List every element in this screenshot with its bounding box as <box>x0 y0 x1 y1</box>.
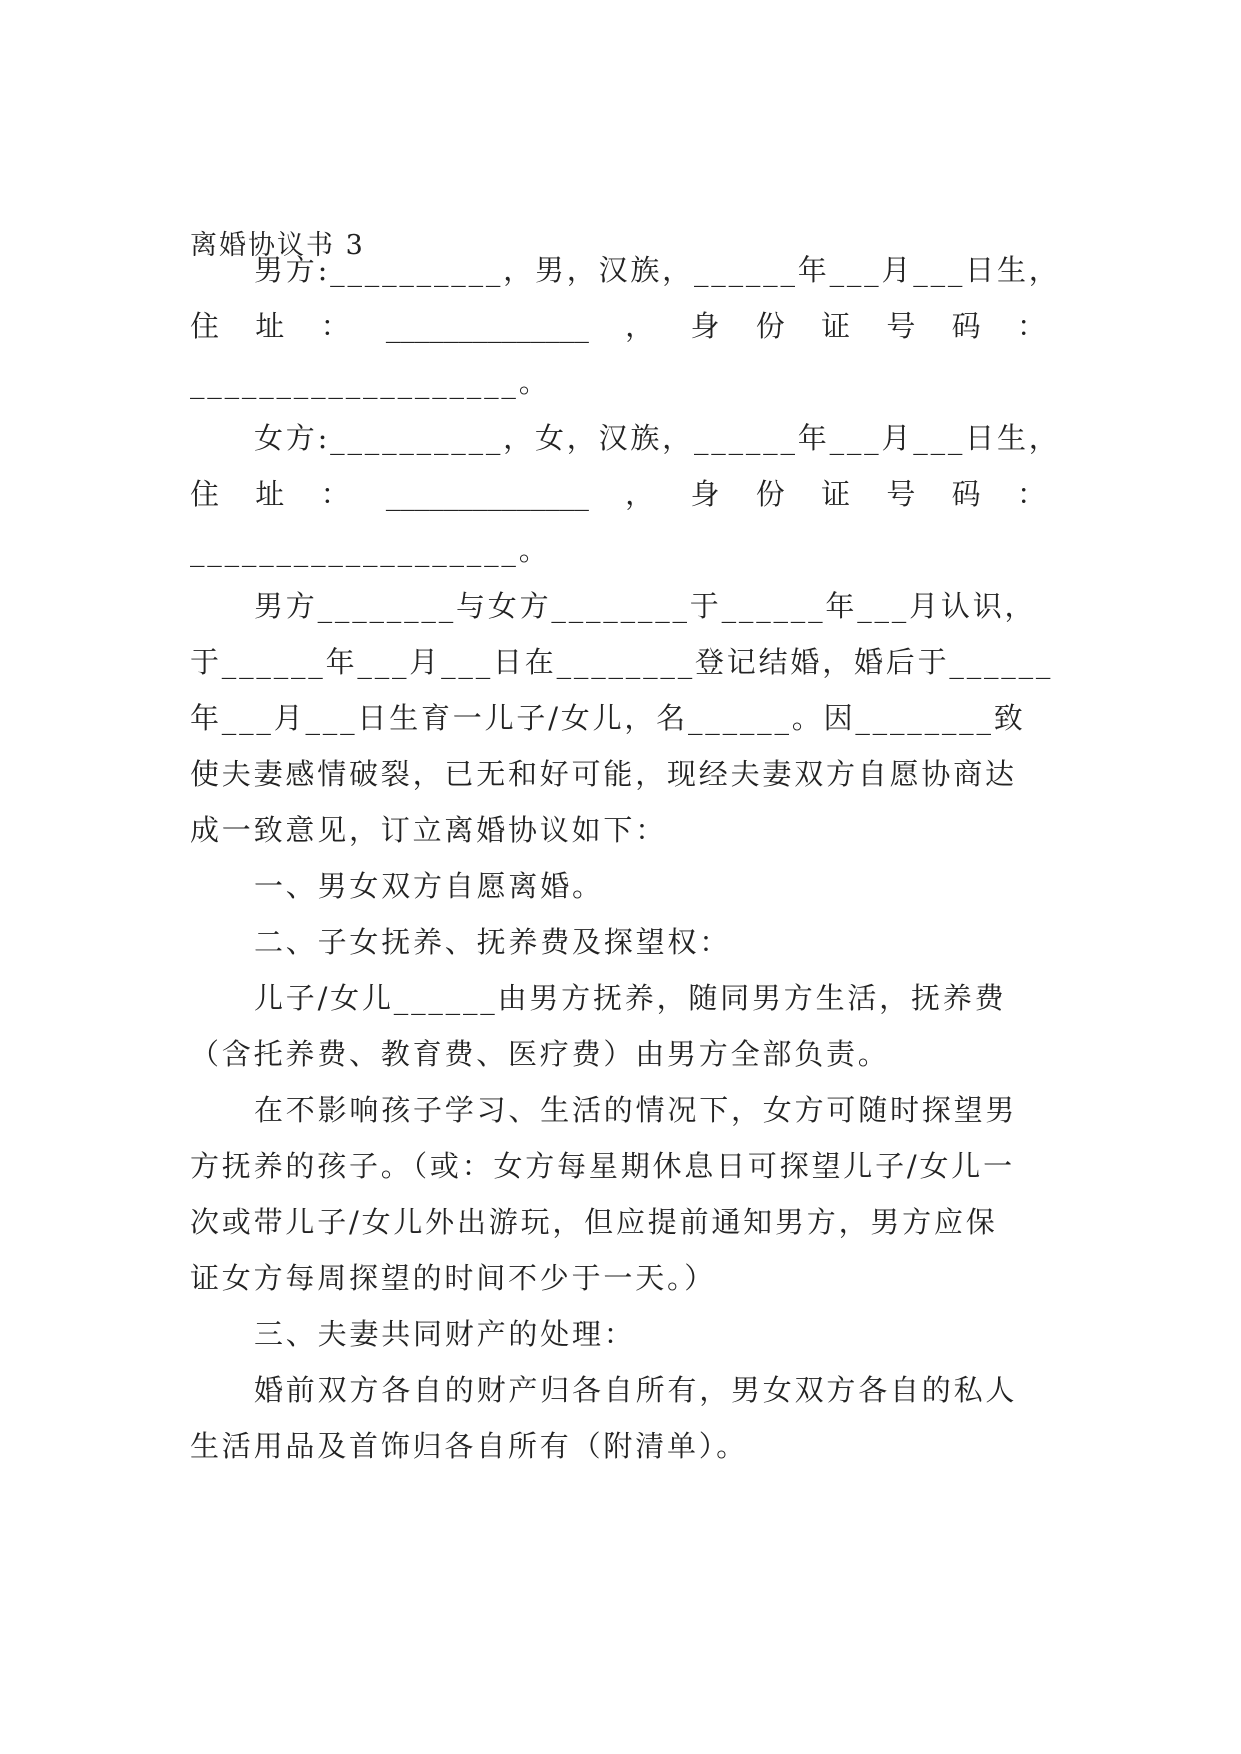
id-label-char: 码 <box>951 309 981 343</box>
paragraph-line: 方抚养的孩子。（或：女方每星期休息日可探望儿子/女儿一 <box>190 1149 1015 1183</box>
clause-heading: 一、男女双方自愿离婚。 <box>254 869 604 903</box>
address-blank: ______________ <box>385 477 589 511</box>
address-colon: ： <box>320 477 350 511</box>
paragraph-line: （含托养费、教育费、医疗费）由男方全部负责。 <box>190 1037 890 1071</box>
id-label-char: 身 <box>690 477 720 511</box>
paragraph-line: 年___月___日生育一儿子/女儿，名______。因________致 <box>190 701 1026 735</box>
document-title: 离婚协议书 3 <box>190 230 365 261</box>
address-label-char: 址 <box>255 309 285 343</box>
paragraph-line: 成一致意见，订立离婚协议如下： <box>190 813 668 847</box>
id-label-char: 证 <box>821 477 851 511</box>
woman-party-line: 女方:__________，女，汉族，______年___月___日生， <box>254 421 1061 455</box>
id-colon: ： <box>1016 309 1046 343</box>
address-label-char: 址 <box>255 477 285 511</box>
id-label-char: 份 <box>755 309 785 343</box>
id-label-char: 号 <box>886 309 916 343</box>
paragraph-line: 证女方每周探望的时间不少于一天。） <box>190 1261 717 1295</box>
paragraph-line: 于______年___月___日在________登记结婚，婚后于______ <box>190 645 1054 679</box>
woman-id-blank-line: ___________________。 <box>190 533 551 567</box>
address-comma: ， <box>625 309 655 343</box>
address-label-char: 住 <box>190 309 220 343</box>
id-label-char: 份 <box>755 477 785 511</box>
clause-heading: 三、夫妻共同财产的处理： <box>254 1317 636 1351</box>
id-label-char: 证 <box>821 309 851 343</box>
paragraph-line: 男方________与女方________于______年___月认识， <box>254 589 1037 623</box>
address-comma: ， <box>625 477 655 511</box>
man-party-line: 男方:__________，男，汉族，______年___月___日生， <box>254 253 1061 287</box>
paragraph-line: 使夫妻感情破裂，已无和好可能，现经夫妻双方自愿协商达 <box>190 757 1017 791</box>
woman-address-line <box>190 474 1046 514</box>
man-address-line <box>190 306 1046 346</box>
clause-heading: 二、子女抚养、抚养费及探望权： <box>254 925 732 959</box>
address-colon: ： <box>320 309 350 343</box>
id-label-char: 身 <box>690 309 720 343</box>
man-id-blank-line: ___________________。 <box>190 365 551 399</box>
paragraph-line: 生活用品及首饰归各自所有（附清单）。 <box>190 1429 748 1463</box>
paragraph-line: 在不影响孩子学习、生活的情况下，女方可随时探望男 <box>254 1093 1018 1127</box>
paragraph-line: 婚前双方各自的财产归各自所有，男女双方各自的私人 <box>254 1373 1018 1407</box>
address-label-char: 住 <box>190 477 220 511</box>
id-label-char: 码 <box>951 477 981 511</box>
paragraph-line: 次或带儿子/女儿外出游玩，但应提前通知男方，男方应保 <box>190 1205 998 1239</box>
address-blank: ______________ <box>385 309 589 343</box>
id-label-char: 号 <box>886 477 916 511</box>
id-colon: ： <box>1016 477 1046 511</box>
paragraph-line: 儿子/女儿______由男方抚养，随同男方生活，抚养费 <box>254 981 1007 1015</box>
